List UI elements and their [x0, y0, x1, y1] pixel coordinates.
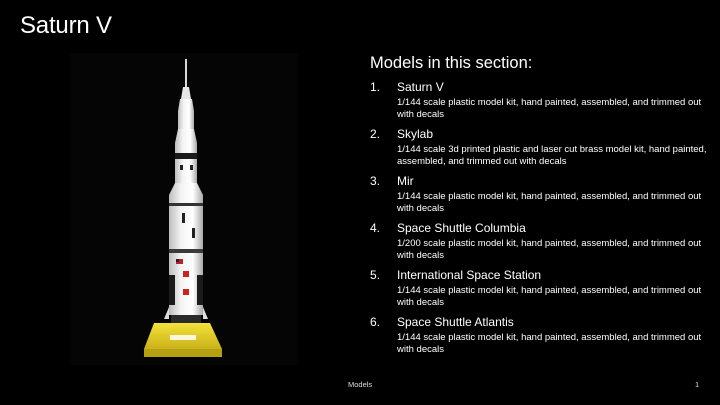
- page-number: 1: [695, 380, 700, 389]
- item-number: 3.: [370, 174, 381, 188]
- item-name: Mir: [397, 174, 414, 188]
- item-name: International Space Station: [397, 268, 542, 282]
- item-name: Saturn V: [397, 80, 444, 94]
- list-item: [370, 314, 710, 355]
- list-item: [370, 220, 710, 261]
- footer-text: Models: [348, 380, 373, 389]
- item-name: Space Shuttle Columbia: [397, 221, 526, 235]
- item-description: 1/200 scale plastic model kit, hand painted, assembled, and trimmed out with decals: [397, 238, 702, 261]
- item-description: 1/144 scale plastic model kit, hand painted, assembled, and trimmed out with decals: [397, 97, 702, 120]
- item-number: 4.: [370, 221, 381, 235]
- item-name: Space Shuttle Atlantis: [397, 315, 514, 329]
- list-heading: Models in this section:: [370, 54, 533, 72]
- list-item: [370, 173, 710, 214]
- item-description: 1/144 scale plastic model kit, hand painted, assembled, and trimmed out with decals: [397, 191, 702, 214]
- item-description: 1/144 scale plastic model kit, hand painted, assembled, and trimmed out with decals: [397, 332, 702, 355]
- list-item: [370, 267, 710, 308]
- item-number: 5.: [370, 268, 381, 282]
- list-item: [370, 79, 710, 120]
- rocket-illustration: [70, 53, 298, 365]
- slide-title: Saturn V: [20, 12, 112, 39]
- item-description: 1/144 scale 3d printed plastic and laser cut brass model kit, hand painted, assembled, and trimmed out with decals: [397, 144, 707, 167]
- models-list-section: [370, 52, 710, 361]
- saturn-v-model-photo: [70, 53, 298, 365]
- list-item: [370, 126, 710, 167]
- item-number: 2.: [370, 127, 381, 141]
- item-name: Skylab: [397, 127, 434, 141]
- item-number: 1.: [370, 80, 381, 94]
- item-description: 1/144 scale plastic model kit, hand painted, assembled, and trimmed out with decals: [397, 285, 702, 308]
- item-number: 6.: [370, 315, 381, 329]
